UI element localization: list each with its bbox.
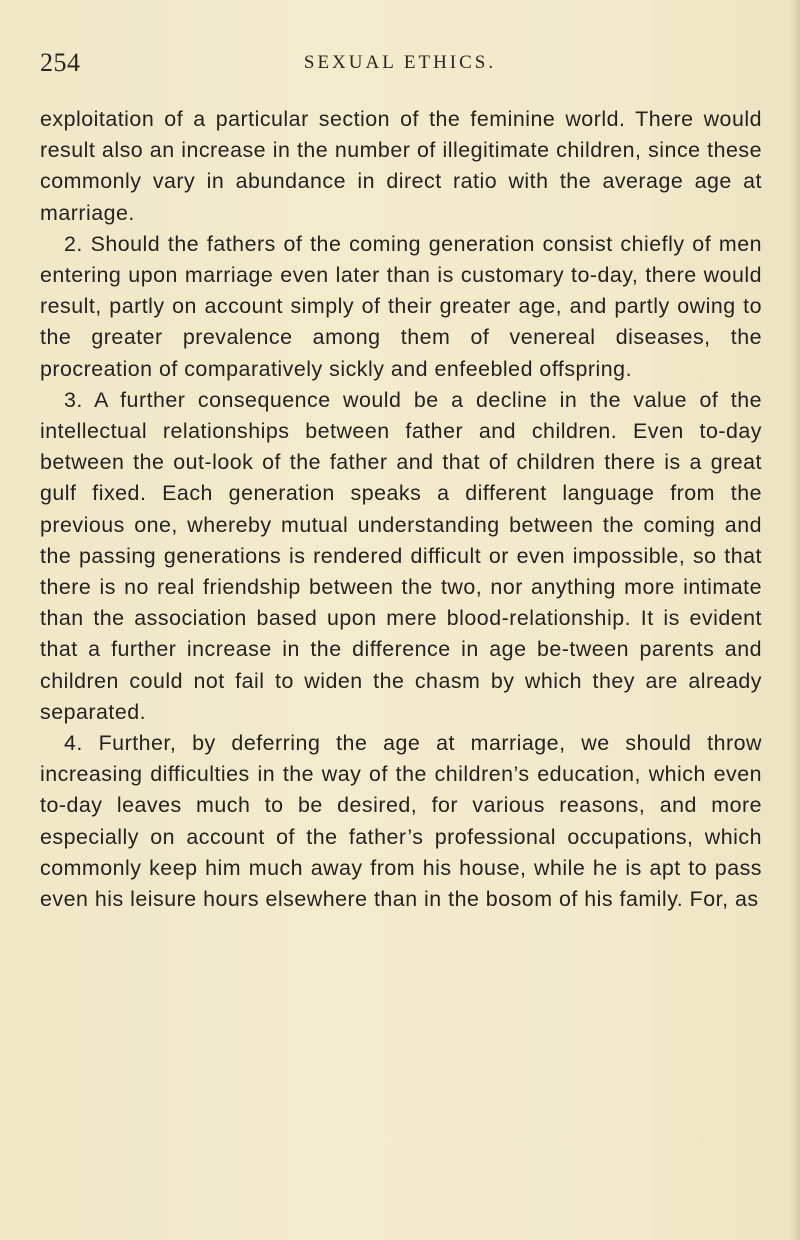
paragraph-continuation: exploitation of a particular section of the feminine world. There would result also an increase in the number of illegitimate children, since these commonly vary in abundance in direct ratio with the average age at marriage. (40, 107, 762, 225)
paragraph-3: 3. A further consequence would be a decline in the value of the intellectual relationships between father and children. Even to-day between the out-look of the father and that of children there is a great gulf fixed. Each generation speaks a different language from the previous one, whereby mutual understanding between the coming and the passing generations is rendered difficult or even impossible, so that there is no real friendship between the two, nor anything more intimate than the association based upon mere blood-relationship. It is evident that a further increase in the difference in age be-tween parents and children could not fail to widen the chasm by which they are already separated. (40, 387, 762, 724)
paragraph-2: 2. Should the fathers of the coming generation consist chiefly of men entering upon marriage even later than is customary to-day, there would result, partly on account simply of their greater age, and partly owing to the greater prevalence among them of venereal diseases, the procreation of comparatively sickly and enfeebled offspring. (40, 231, 762, 381)
body-text (40, 104, 762, 915)
paragraph-4: 4. Further, by deferring the age at marriage, we should throw increasing difficulties in the way of the children’s education, which even to-day leaves much to be desired, for various reasons, and more especially on account of the father’s professional occupations, which commonly keep him much away from his house, while he is apt to pass even his leisure hours elsewhere than in the bosom of his family. For, as (40, 731, 762, 912)
running-title: SEXUAL ETHICS. (303, 52, 497, 73)
running-head (40, 48, 760, 88)
page-number: 254 (40, 48, 81, 77)
